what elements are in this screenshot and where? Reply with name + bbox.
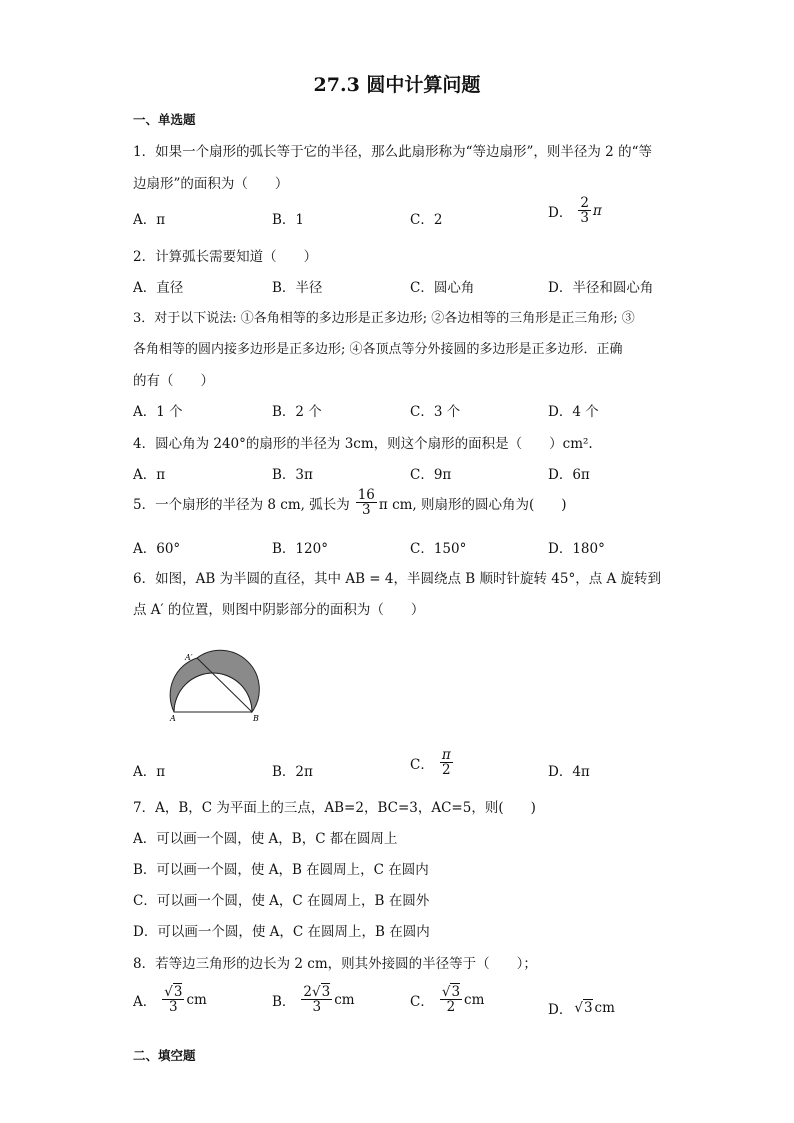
fraction-numerator: 2 bbox=[580, 195, 589, 211]
q5-prefix: 5．一个扇形的半径为 8 cm, 弧长为 bbox=[133, 496, 350, 513]
q5-option-b[interactable]: B．120° bbox=[272, 541, 328, 557]
q3-option-a[interactable]: A．1 个 bbox=[133, 404, 183, 420]
fraction-numerator: √3 bbox=[441, 984, 461, 1000]
q4-option-b[interactable]: B．3π bbox=[272, 467, 313, 483]
q1-option-b[interactable]: B．1 bbox=[272, 212, 305, 228]
q3-option-c[interactable]: C．3 个 bbox=[410, 404, 461, 420]
radicand: 3 bbox=[583, 1000, 593, 1016]
q8-option-b[interactable] bbox=[272, 985, 355, 1014]
q1-option-d-fraction bbox=[578, 196, 591, 225]
q6-option-a[interactable]: A．π bbox=[133, 764, 166, 780]
q5-option-d[interactable]: D．180° bbox=[548, 541, 605, 557]
q7-option-c[interactable]: C．可以画一个圆，使 A，C 在圆周上，B 在圆外 bbox=[133, 893, 430, 909]
q2-option-a[interactable]: A．直径 bbox=[133, 280, 184, 296]
fraction-denominator: 3 bbox=[580, 210, 589, 227]
unit-cm: cm bbox=[464, 991, 485, 1008]
question-6-line-1: 6．如图，AB 为半圆的直径，其中 AB = 4，半圆绕点 B 顺时针旋转 45°，点 A 旋转到 bbox=[133, 571, 662, 587]
pi-symbol: π bbox=[592, 202, 602, 219]
q8-option-d[interactable] bbox=[548, 998, 615, 1018]
unit-cm: cm bbox=[334, 991, 355, 1008]
q2-option-b[interactable]: B．半径 bbox=[272, 280, 323, 296]
unit-cm: cm bbox=[186, 991, 207, 1008]
label-a-prime: A′ bbox=[185, 653, 193, 662]
q8-option-c-fraction bbox=[440, 985, 462, 1014]
question-3-line-3: 的有（ ） bbox=[133, 373, 214, 389]
q6-option-b[interactable]: B．2π bbox=[272, 764, 313, 780]
question-4-line-1: 4．圆心角为 240°的扇形的半径为 3cm，则这个扇形的面积是（ ）cm². bbox=[133, 436, 593, 452]
fraction-denominator: 3 bbox=[362, 502, 371, 519]
q8-option-b-label: B． bbox=[272, 993, 296, 1010]
q1-option-c[interactable]: C．2 bbox=[410, 212, 443, 228]
fraction-denominator: 2 bbox=[446, 999, 456, 1016]
radicand: 3 bbox=[451, 984, 461, 1000]
fraction-denominator: 3 bbox=[312, 999, 322, 1016]
q7-option-d[interactable]: D．可以画一个圆，使 A，C 在圆周上，B 在圆内 bbox=[133, 924, 430, 940]
section-heading-single-choice: 一、单选题 bbox=[133, 112, 196, 127]
fraction-numerator: 16 bbox=[357, 487, 375, 503]
question-3-line-2: 各角相等的圆内接多边形是正多边形; ④各顶点等分外接圆的多边形是正多边形．正确 bbox=[133, 342, 623, 357]
q8-option-c[interactable] bbox=[410, 985, 484, 1014]
question-8-line-1: 8．若等边三角形的边长为 2 cm，则其外接圆的半径等于（ ）； bbox=[133, 956, 537, 972]
q5-option-a[interactable]: A．60° bbox=[133, 541, 181, 557]
q1-option-d-label: D． bbox=[548, 204, 573, 221]
q4-option-a[interactable]: A．π bbox=[133, 467, 166, 483]
radicand: 3 bbox=[321, 984, 331, 1000]
page-title: 27.3 圆中计算问题 bbox=[313, 74, 481, 96]
q1-option-a[interactable]: A．π bbox=[133, 212, 166, 228]
q4-option-c[interactable]: C．9π bbox=[410, 467, 452, 483]
question-3-line-1: 3．对于以下说法: ①各角相等的多边形是正多边形; ②各边相等的三角形是正三角形; ③ bbox=[133, 311, 635, 326]
question-7-line-1: 7．A，B，C 为平面上的三点，AB=2，BC=3，AC=5，则( ) bbox=[133, 800, 536, 816]
fraction-numerator: 2√3 bbox=[303, 984, 331, 1000]
q2-option-d[interactable]: D．半径和圆心角 bbox=[548, 280, 654, 296]
q8-option-c-label: C． bbox=[410, 993, 434, 1010]
q6-option-c-fraction bbox=[440, 748, 453, 777]
q1-option-d[interactable] bbox=[548, 196, 602, 225]
q7-option-a[interactable]: A．可以画一个圆，使 A，B，C 都在圆周上 bbox=[133, 831, 398, 847]
q8-option-a-label: A． bbox=[133, 993, 157, 1010]
radicand: 3 bbox=[173, 984, 183, 1000]
q8-option-a[interactable] bbox=[133, 985, 207, 1014]
label-b: B bbox=[253, 714, 259, 723]
question-6-line-2: 点 A′ 的位置，则图中阴影部分的面积为（ ） bbox=[133, 602, 425, 618]
q4-option-d[interactable]: D．6π bbox=[548, 467, 590, 483]
fraction-denominator: 2 bbox=[441, 762, 451, 779]
question-1-line-2: 边扇形”的面积为（ ） bbox=[133, 176, 289, 192]
question-2-line-1: 2．计算弧长需要知道（ ） bbox=[133, 249, 318, 265]
coefficient: 2 bbox=[303, 984, 313, 1000]
q7-option-b[interactable]: B．可以画一个圆，使 A，B 在圆周上，C 在圆内 bbox=[133, 862, 429, 878]
unit-cm: cm bbox=[594, 1000, 615, 1016]
fraction-numerator: π bbox=[441, 747, 451, 763]
q5-suffix: π cm, 则扇形的圆心角为( ) bbox=[378, 496, 567, 513]
q6-option-c-label: C． bbox=[410, 756, 434, 773]
q6-option-d[interactable]: D．4π bbox=[548, 764, 590, 780]
question-5-line-1 bbox=[133, 488, 567, 517]
label-a: A bbox=[170, 714, 176, 723]
fraction-numerator: √3 bbox=[164, 984, 183, 1000]
q3-option-d[interactable]: D．4 个 bbox=[548, 404, 599, 420]
q2-option-c[interactable]: C．圆心角 bbox=[410, 280, 475, 296]
q5-option-c[interactable]: C．150° bbox=[410, 541, 467, 557]
section-heading-fill-blank: 二、填空题 bbox=[133, 1048, 196, 1063]
q8-option-a-fraction bbox=[162, 985, 184, 1014]
q8-option-b-fraction bbox=[301, 985, 332, 1014]
sqrt-expression: √3 bbox=[574, 1000, 593, 1016]
q3-option-b[interactable]: B．2 个 bbox=[272, 404, 322, 420]
q8-option-d-label: D． bbox=[548, 1002, 573, 1018]
q6-option-c[interactable] bbox=[410, 748, 453, 777]
semicircle-rotation-figure bbox=[165, 640, 275, 725]
q5-fraction bbox=[356, 488, 377, 517]
fraction-denominator: 3 bbox=[169, 999, 178, 1016]
question-1-line-1: 1．如果一个扇形的弧长等于它的半径，那么此扇形称为“等边扇形”，则半径为 2 的“等 bbox=[133, 144, 652, 160]
